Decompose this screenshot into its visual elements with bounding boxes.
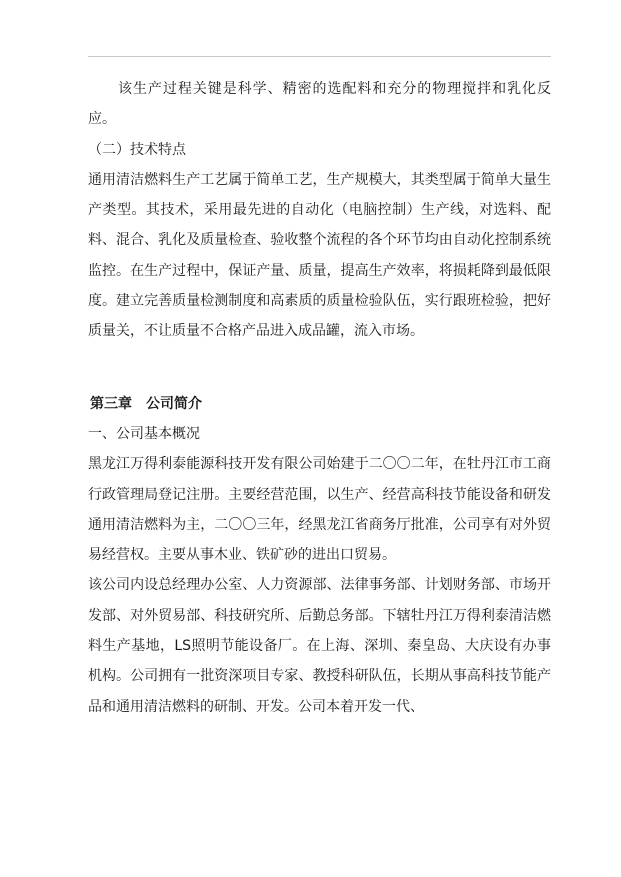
chapter-title: 第三章 公司简介 [90, 395, 202, 412]
tech-features-paragraph: 通用清洁燃料生产工艺属于简单工艺，生产规模大，其类型属于简单大量生产类型。其技术，采用最先进的自动化（电脑控制）生产线，对选料、配料、混合、乳化及质量检查、验收整个流程的各个环节均由自动化控制系统监控。在生产过程中，保证产量、质量，提高生产效率，将损耗降到最低限度。建立完善质量检测制度和高素质的质量检验队伍，实行跟班检验，把好质量关，不让质量不合格产品进入成品罐，流入市场。 [88, 171, 551, 340]
company-overview-paragraph-2: 该公司内设总经理办公室、人力资源部、法律事务部、计划财务部、市场开发部、对外贸易部、科技研究所、后勤总务部。下辖牡丹江万得利泰清洁燃料生产基地，LS照明节能设备厂。在上海、深圳、秦皇岛、大庆设有办事机构。公司拥有一批资深项目专家、教授科研队伍，长期从事高科技节能产品和通用清洁燃料的研制、开发。公司本着开发一代、 [88, 577, 551, 715]
section-spacer [88, 347, 551, 389]
document-body [88, 74, 551, 722]
company-overview-heading: 一、公司基本概况 [88, 425, 200, 442]
header-rule [88, 56, 551, 57]
intro-paragraph: 该生产过程关键是科学、精密的选配料和充分的物理搅拌和乳化反应。 [88, 81, 551, 128]
section-heading-tech-features: （二）技术特点 [88, 141, 186, 158]
company-overview-paragraph-1: 黑龙江万得利泰能源科技开发有限公司始建于二〇〇二年，在牡丹江市工商行政管理局登记注册。主要经营范围，以生产、经营高科技节能设备和研发通用清洁燃料为主，二〇〇三年，经黑龙江省商务厅批准，公司享有对外贸易经营权。主要从事木业、铁矿砂的进出口贸易。 [88, 456, 551, 564]
